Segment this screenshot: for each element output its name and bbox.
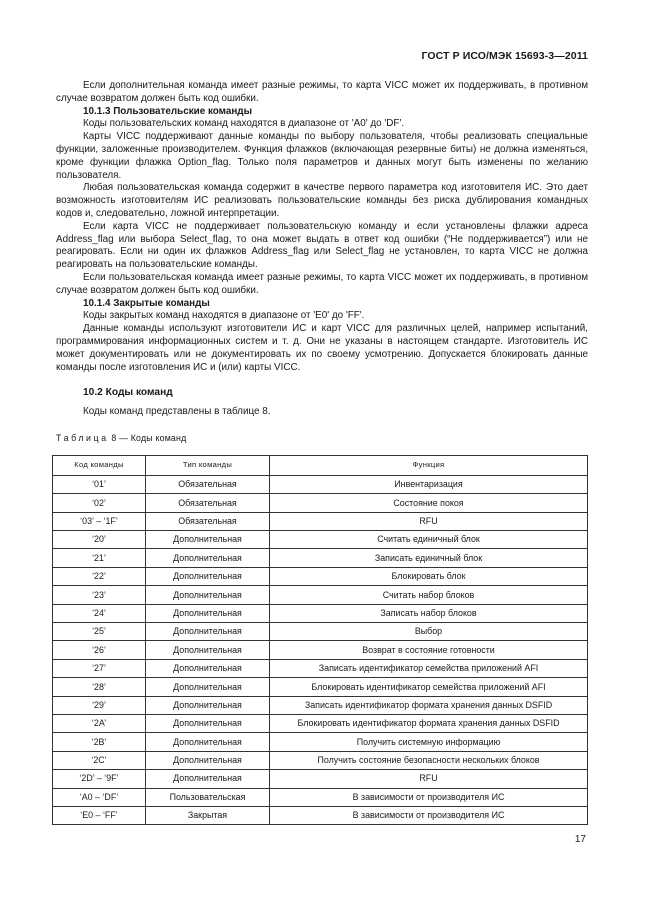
paragraph: Коды пользовательских команд находятся в диапазоне от 'A0' до 'DF'. [83,118,405,130]
cell-type: Дополнительная [146,623,270,641]
cell-type: Дополнительная [146,678,270,696]
cell-code: ‘02’ [53,494,146,512]
cell-type: Дополнительная [146,549,270,567]
cell-code: ‘27’ [53,659,146,677]
cell-code: ‘2B’ [53,733,146,751]
paragraph: Данные команды используют изготовители ИС и карт VICC для различных целей, например испытаний, программирования информационных систем и т. д. Они не указаны в настоящем стандарте. Изготовитель ИС может документировать или не документировать их по своему усмотрению. Допускается блокировать данные команды после изготовления ИС и (или) карты VICC. [56,323,588,373]
table-row [53,567,588,585]
table-row [53,475,588,493]
cell-function: Записать набор блоков [270,604,588,622]
table-row [53,531,588,549]
cell-function: Записать идентификатор формата хранения данных DSFID [270,696,588,714]
table-caption [56,432,588,445]
table-row [53,770,588,788]
table-caption-prefix: Таблица [56,433,109,444]
table-row [53,715,588,733]
table-row [53,494,588,512]
paragraph: Если пользовательская команда имеет разные режимы, то карта VICC может их поддерживать, в противном случае возвратом должен быть код ошибки. [56,271,588,296]
cell-type: Дополнительная [146,659,270,677]
table-row [53,641,588,659]
table-row [53,751,588,769]
header-function: Функция [270,455,588,475]
paragraph: Если карта VICC не поддерживает пользовательскую команду и если установлены флажки адреса Address_flag или выбора Select_flag, то она может выдать в ответ код ошибки (“Не поддерживается”) или не реагировать. Если ни один их флажков Address_flag или Select_flag не установлен, то карта VICC не должна реагировать на пользовательские команды. [56,220,588,271]
cell-function: RFU [270,512,588,530]
paragraph: Карты VICC поддерживают данные команды по выбору пользователя, чтобы реализовать специальные функции, заложенные производителем. Функция флажков (включающая резервные биты) не должна изменяться, кроме функции флажка Option_flag. Только поля параметров и данных могут быть изменены по желанию пользователя. [56,131,588,181]
section-heading-10-1-4: 10.1.4 Закрытые команды [83,297,210,309]
cell-type: Дополнительная [146,696,270,714]
paragraph: Если дополнительная команда имеет разные режимы, то карта VICC может их поддерживать, в противном случае возвратом должен быть код ошибки. [56,80,588,104]
cell-type: Дополнительная [146,586,270,604]
cell-type: Дополнительная [146,567,270,585]
table-row [53,733,588,751]
cell-function: В зависимости от производителя ИС [270,788,588,806]
cell-function: Получить системную информацию [270,733,588,751]
cell-code: ‘2D’ – ‘9F’ [53,770,146,788]
cell-function: Возврат в состояние готовности [270,641,588,659]
table-caption-title: 8 — Коды команд [108,433,187,444]
cell-function: Блокировать идентификатор семейства приложений AFI [270,678,588,696]
table-row [53,512,588,530]
cell-code: ‘29’ [53,696,146,714]
cell-code: ‘23’ [53,586,146,604]
header-code: Код команды [53,455,146,475]
cell-code: ‘2C’ [53,751,146,769]
cell-function: Записать идентификатор семейства приложений AFI [270,659,588,677]
cell-function: В зависимости от производителя ИС [270,806,588,824]
table-row [53,806,588,824]
cell-type: Дополнительная [146,770,270,788]
cell-function: Считать набор блоков [270,586,588,604]
cell-code: ‘03’ – ‘1F’ [53,512,146,530]
cell-type: Дополнительная [146,641,270,659]
cell-type: Пользовательская [146,788,270,806]
table-row [53,549,588,567]
cell-code: ‘26’ [53,641,146,659]
table-row [53,604,588,622]
cell-code: ‘21’ [53,549,146,567]
cell-code: ‘20’ [53,531,146,549]
cell-type: Дополнительная [146,604,270,622]
cell-function: Блокировать идентификатор формата хранения данных DSFID [270,715,588,733]
cell-function: Блокировать блок [270,567,588,585]
cell-code: ‘25’ [53,623,146,641]
cell-function: RFU [270,770,588,788]
cell-code: ‘01’ [53,475,146,493]
document-header: ГОСТ Р ИСО/МЭК 15693-3—2011 [421,50,588,62]
page-number: 17 [574,834,586,845]
cell-code: ‘A0 – ‘DF’ [53,788,146,806]
cell-function: Выбор [270,623,588,641]
table-row [53,586,588,604]
header-type: Тип команды [146,455,270,475]
cell-code: ‘22’ [53,567,146,585]
paragraph: Коды команд представлены в таблице 8. [83,406,271,418]
cell-type: Дополнительная [146,531,270,549]
cell-code: ‘2A’ [53,715,146,733]
cell-code: ‘24’ [53,604,146,622]
command-codes-table [52,455,588,825]
table-row [53,623,588,641]
cell-type: Обязательная [146,494,270,512]
cell-function: Считать единичный блок [270,531,588,549]
table-row [53,659,588,677]
page-content [56,80,588,825]
table-row [53,696,588,714]
paragraph: Коды закрытых команд находятся в диапазоне от 'E0' до 'FF'. [83,310,365,322]
section-heading-10-1-3: 10.1.3 Пользовательские команды [83,105,253,117]
cell-code: ‘28’ [53,678,146,696]
table-body [53,475,588,824]
cell-type: Закрытая [146,806,270,824]
cell-function: Записать единичный блок [270,549,588,567]
cell-function: Состояние покоя [270,494,588,512]
table-row [53,788,588,806]
cell-type: Обязательная [146,512,270,530]
table-row [53,678,588,696]
cell-type: Дополнительная [146,733,270,751]
cell-type: Обязательная [146,475,270,493]
cell-function: Получить состояние безопасности нескольких блоков [270,751,588,769]
cell-type: Дополнительная [146,715,270,733]
paragraph: Любая пользовательская команда содержит в качестве первого параметра код изготовителя ИС. Это дает возможность изготовителям ИС реализовать пользовательские команды без риска дублирования командных кодов и, следовательно, ложной интерпретации. [56,182,588,219]
cell-type: Дополнительная [146,751,270,769]
section-heading-10-2: 10.2 Коды команд [83,387,173,399]
table-header-row [53,455,588,475]
cell-function: Инвентаризация [270,475,588,493]
cell-code: ‘E0 – ‘FF’ [53,806,146,824]
